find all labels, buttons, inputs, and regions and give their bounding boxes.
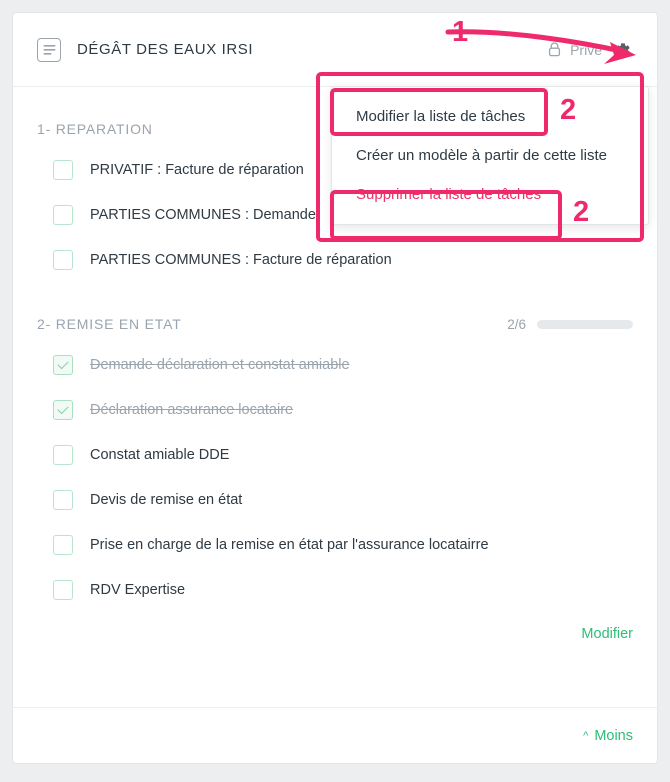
task-label: PARTIES COMMUNES : Demande (90, 206, 316, 223)
task-checkbox[interactable] (53, 160, 73, 180)
task-row[interactable] (37, 432, 633, 477)
task-row[interactable] (37, 477, 633, 522)
section-2-header (37, 316, 633, 332)
task-checkbox[interactable] (53, 580, 73, 600)
annotation-step-2a: 2 (560, 94, 577, 126)
task-checkbox[interactable] (53, 490, 73, 510)
task-label: Devis de remise en état (90, 491, 243, 508)
task-checkbox[interactable] (53, 535, 73, 555)
annotation-step-1: 1 (452, 16, 469, 48)
progress-bar (537, 320, 633, 329)
header-right-controls (548, 39, 633, 61)
modifier-row (13, 612, 657, 642)
menu-item-create-template[interactable]: Créer un modèle à partir de cette liste (356, 147, 607, 164)
task-row[interactable] (37, 342, 633, 387)
task-checkbox[interactable] (53, 355, 73, 375)
task-label: Demande déclaration et constat amiable (90, 356, 350, 373)
task-checkbox[interactable] (53, 445, 73, 465)
settings-dropdown-menu (331, 86, 649, 225)
task-checkbox[interactable] (53, 205, 73, 225)
progress-count: 2/6 (507, 316, 526, 332)
task-row[interactable] (37, 237, 633, 282)
chevron-up-icon: ^ (583, 730, 589, 742)
section-1-title: 1- REPARATION (37, 121, 153, 137)
card-footer (13, 707, 657, 763)
progress-indicator (507, 317, 633, 332)
checklist-icon (37, 38, 61, 62)
lock-icon (548, 42, 561, 57)
task-row[interactable] (37, 567, 633, 612)
menu-item-edit-list[interactable]: Modifier la liste de tâches (356, 108, 526, 125)
task-label: PRIVATIF : Facture de réparation (90, 161, 304, 178)
collapse-toggle[interactable] (583, 728, 633, 744)
collapse-label: Moins (594, 727, 633, 744)
task-row[interactable] (37, 522, 633, 567)
modifier-link[interactable]: Modifier (581, 626, 633, 642)
task-checkbox[interactable] (53, 400, 73, 420)
task-checkbox[interactable] (53, 250, 73, 270)
section-2 (13, 316, 657, 612)
section-2-title: 2- REMISE EN ETAT (37, 316, 182, 332)
page-title: DÉGÂT DES EAUX IRSI (77, 41, 254, 58)
annotation-step-2b: 2 (573, 196, 590, 228)
task-label: PARTIES COMMUNES : Facture de réparation (90, 251, 392, 268)
privacy-label: Privé (570, 41, 602, 58)
gear-icon[interactable] (611, 39, 633, 61)
task-label: Constat amiable DDE (90, 446, 230, 463)
menu-item-delete-list[interactable]: Supprimer la liste de tâches (356, 186, 542, 203)
task-label: Déclaration assurance locataire (90, 401, 294, 418)
task-label: RDV Expertise (90, 581, 186, 598)
task-label: Prise en charge de la remise en état par l'assurance locatairre (90, 536, 489, 553)
card-header (13, 13, 657, 87)
task-row[interactable] (37, 387, 633, 432)
